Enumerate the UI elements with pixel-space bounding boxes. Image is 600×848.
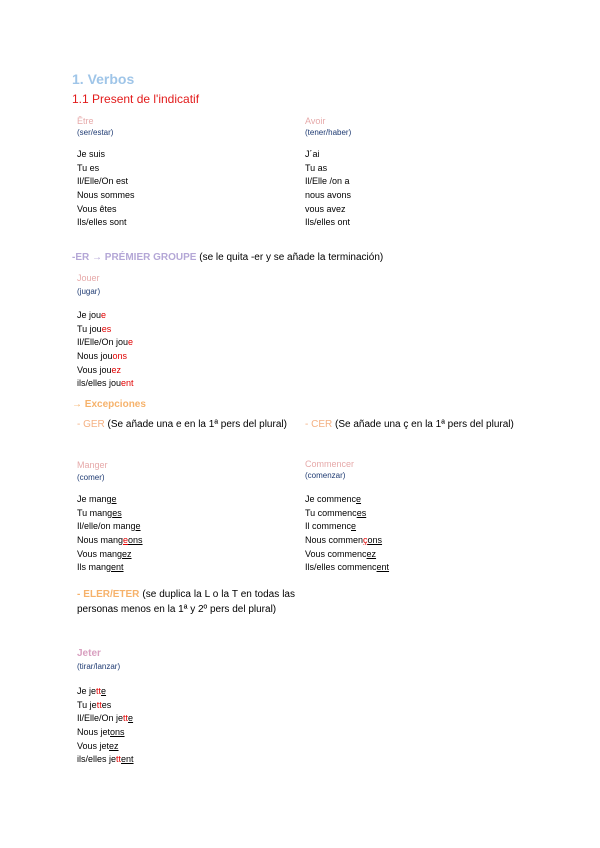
- conjugation-segment: Il/Elle/On jou: [77, 337, 129, 348]
- conjugation-line: [77, 323, 134, 337]
- conjugation-segment: Je suis: [77, 149, 106, 159]
- conjugation-line: [77, 216, 135, 230]
- verb-translation-avoir: (tener/haber): [305, 128, 352, 137]
- conjugation-segment: Tu commenc: [305, 507, 357, 518]
- conjugation-line: [77, 309, 134, 323]
- conjugation-segment: Je commenc: [305, 494, 357, 504]
- conjugation-segment: ez: [366, 548, 377, 559]
- conjugation-line: [305, 189, 351, 203]
- conjugation-segment: Il/elle/on mang: [77, 521, 136, 532]
- conjugation-line: [305, 216, 351, 230]
- conjugation-line: [305, 162, 351, 176]
- conjugation-segment: e: [351, 521, 357, 532]
- conjugation-segment: Il/Elle/On je: [77, 713, 124, 724]
- ger-key: - GER: [77, 419, 105, 430]
- conjugation-segment: e: [128, 713, 134, 724]
- conjugation-avoir: [305, 148, 351, 230]
- conjugation-segment: tt: [123, 713, 129, 724]
- conjugation-segment: ez: [109, 740, 119, 751]
- conjugation-segment: es: [356, 507, 367, 518]
- conjugation-segment: ons: [128, 535, 143, 546]
- conjugation-segment: Il/Elle/On est: [77, 176, 129, 187]
- conjugation-segment: Vous jet: [77, 740, 110, 751]
- conjugation-line: [305, 520, 389, 534]
- conjugation-segment: ez: [111, 364, 122, 375]
- conjugation-line: [305, 507, 389, 521]
- verb-title-etre: Être: [77, 116, 94, 126]
- conjugation-segment: ent: [376, 562, 390, 573]
- conjugation-line: [305, 175, 351, 189]
- verb-translation-jeter: (tirar/lanzar): [77, 662, 121, 671]
- conjugation-line: [77, 189, 135, 203]
- conjugation-segment: ent: [121, 754, 134, 765]
- verb-title-manger: Manger: [77, 460, 108, 470]
- conjugation-etre: [77, 148, 135, 230]
- conjugation-segment: es: [101, 699, 112, 710]
- conjugation-segment: Vous mang: [77, 548, 123, 559]
- conjugation-segment: Nous jet: [77, 727, 111, 738]
- conjugation-segment: Ils/elles sont: [77, 217, 127, 228]
- conjugation-commencer: [305, 493, 389, 575]
- conjugation-line: [77, 712, 134, 726]
- cer-rule: [305, 418, 521, 433]
- conjugation-segment: e: [128, 337, 134, 348]
- conjugation-segment: J´ai: [305, 149, 320, 159]
- conjugation-segment: Tu as: [305, 162, 328, 173]
- conjugation-segment: e: [356, 494, 362, 504]
- conjugation-segment: tt: [96, 699, 102, 710]
- conjugation-segment: ent: [111, 562, 124, 573]
- conjugation-line: [305, 561, 389, 575]
- conjugation-line: [77, 350, 134, 364]
- verb-translation-jouer: (jugar): [77, 287, 101, 296]
- conjugation-line: [77, 726, 134, 740]
- conjugation-segment: ç: [363, 535, 368, 546]
- conjugation-line: [77, 699, 134, 713]
- group-heading: [72, 252, 383, 263]
- conjugation-segment: Il/Elle /on a: [305, 176, 350, 187]
- verb-translation-manger: (comer): [77, 473, 105, 482]
- conjugation-segment: tt: [116, 754, 122, 765]
- conjugation-segment: ez: [122, 548, 132, 559]
- conjugation-line: [77, 740, 134, 754]
- conjugation-segment: Ils mang: [77, 562, 112, 573]
- conjugation-segment: Tu es: [77, 162, 100, 173]
- conjugation-segment: e: [135, 521, 141, 532]
- conjugation-line: [77, 685, 134, 699]
- group-label: -ER → PRÉMIER GROUPE: [72, 252, 197, 263]
- verb-translation-commencer: (comenzar): [305, 471, 346, 480]
- conjugation-line: [305, 534, 389, 548]
- group-description: (se le quita -er y se añade la terminación): [196, 252, 384, 263]
- conjugation-segment: Je mang: [77, 494, 112, 504]
- conjugation-segment: Ils/elles commenc: [305, 562, 377, 573]
- conjugation-segment: es: [101, 323, 112, 334]
- conjugation-segment: vous avez: [305, 203, 346, 214]
- conjugation-line: [77, 534, 143, 548]
- conjugation-line: [77, 493, 143, 507]
- conjugation-segment: Je jou: [77, 310, 102, 320]
- section-heading: 1. Verbos: [72, 71, 135, 87]
- conjugation-jeter: [77, 685, 134, 767]
- conjugation-segment: es: [112, 507, 122, 518]
- conjugation-line: [77, 203, 135, 217]
- subsection-heading: 1.1 Present de l'indicatif: [72, 92, 200, 106]
- conjugation-segment: Nous sommes: [77, 190, 135, 201]
- conjugation-line: [77, 162, 135, 176]
- conjugation-segment: Je je: [77, 686, 97, 696]
- conjugation-segment: Tu jou: [77, 323, 102, 334]
- conjugation-segment: e: [101, 686, 107, 696]
- conjugation-line: [77, 520, 143, 534]
- conjugation-manger: [77, 493, 143, 575]
- conjugation-line: [77, 364, 134, 378]
- conjugation-segment: Vous jou: [77, 364, 112, 375]
- conjugation-jouer: [77, 309, 134, 391]
- conjugation-segment: Nous mang: [77, 535, 124, 546]
- conjugation-segment: e: [123, 535, 129, 546]
- verb-title-commencer: Commencer: [305, 459, 355, 469]
- conjugation-segment: ons: [112, 351, 128, 362]
- conjugation-segment: Tu je: [77, 699, 97, 710]
- eler-eter-text: (se duplica la L o la T en todas las personas menos en la 1ª y 2º pers del plural): [77, 589, 295, 615]
- verb-title-jouer: Jouer: [77, 273, 100, 283]
- conjugation-line: [77, 148, 135, 162]
- conjugation-segment: Nous jou: [77, 351, 113, 362]
- conjugation-line: [77, 377, 134, 391]
- verb-translation-etre: (ser/estar): [77, 128, 114, 137]
- conjugation-segment: ons: [367, 535, 383, 546]
- conjugation-line: [305, 548, 389, 562]
- conjugation-segment: Tu mang: [77, 507, 113, 518]
- conjugation-segment: Vous êtes: [77, 203, 117, 214]
- conjugation-segment: Ils/elles ont: [305, 217, 351, 228]
- conjugation-line: [305, 493, 389, 507]
- verb-title-avoir: Avoir: [305, 116, 326, 126]
- conjugation-segment: ils/elles je: [77, 754, 117, 765]
- conjugation-segment: ent: [121, 378, 134, 389]
- conjugation-segment: e: [111, 494, 117, 504]
- conjugation-segment: tt: [96, 686, 102, 696]
- eler-eter-key: - ELER/ETER: [77, 589, 140, 600]
- conjugation-line: [305, 148, 351, 162]
- conjugation-line: [77, 336, 134, 350]
- eler-eter-rule: [77, 588, 295, 617]
- conjugation-segment: Vous commenc: [305, 548, 367, 559]
- exceptions-label: → Excepciones: [72, 399, 146, 410]
- conjugation-line: [77, 548, 143, 562]
- cer-key: - CER: [305, 419, 333, 430]
- conjugation-segment: ils/elles jou: [77, 378, 122, 389]
- conjugation-segment: Nous commen: [305, 535, 364, 546]
- cer-text: (Se añade una ç en la 1ª pers del plural): [332, 419, 514, 430]
- ger-text: (Se añade una e en la 1ª pers del plural): [104, 419, 287, 430]
- ger-rule: [77, 418, 295, 433]
- verb-title-jeter: Jeter: [77, 648, 101, 659]
- conjugation-segment: e: [101, 310, 107, 320]
- conjugation-segment: nous avons: [305, 190, 352, 201]
- conjugation-line: [77, 753, 134, 767]
- conjugation-line: [77, 561, 143, 575]
- conjugation-line: [77, 507, 143, 521]
- conjugation-line: [77, 175, 135, 189]
- conjugation-segment: ons: [110, 727, 125, 738]
- conjugation-segment: Il commenc: [305, 521, 352, 532]
- conjugation-line: [305, 203, 351, 217]
